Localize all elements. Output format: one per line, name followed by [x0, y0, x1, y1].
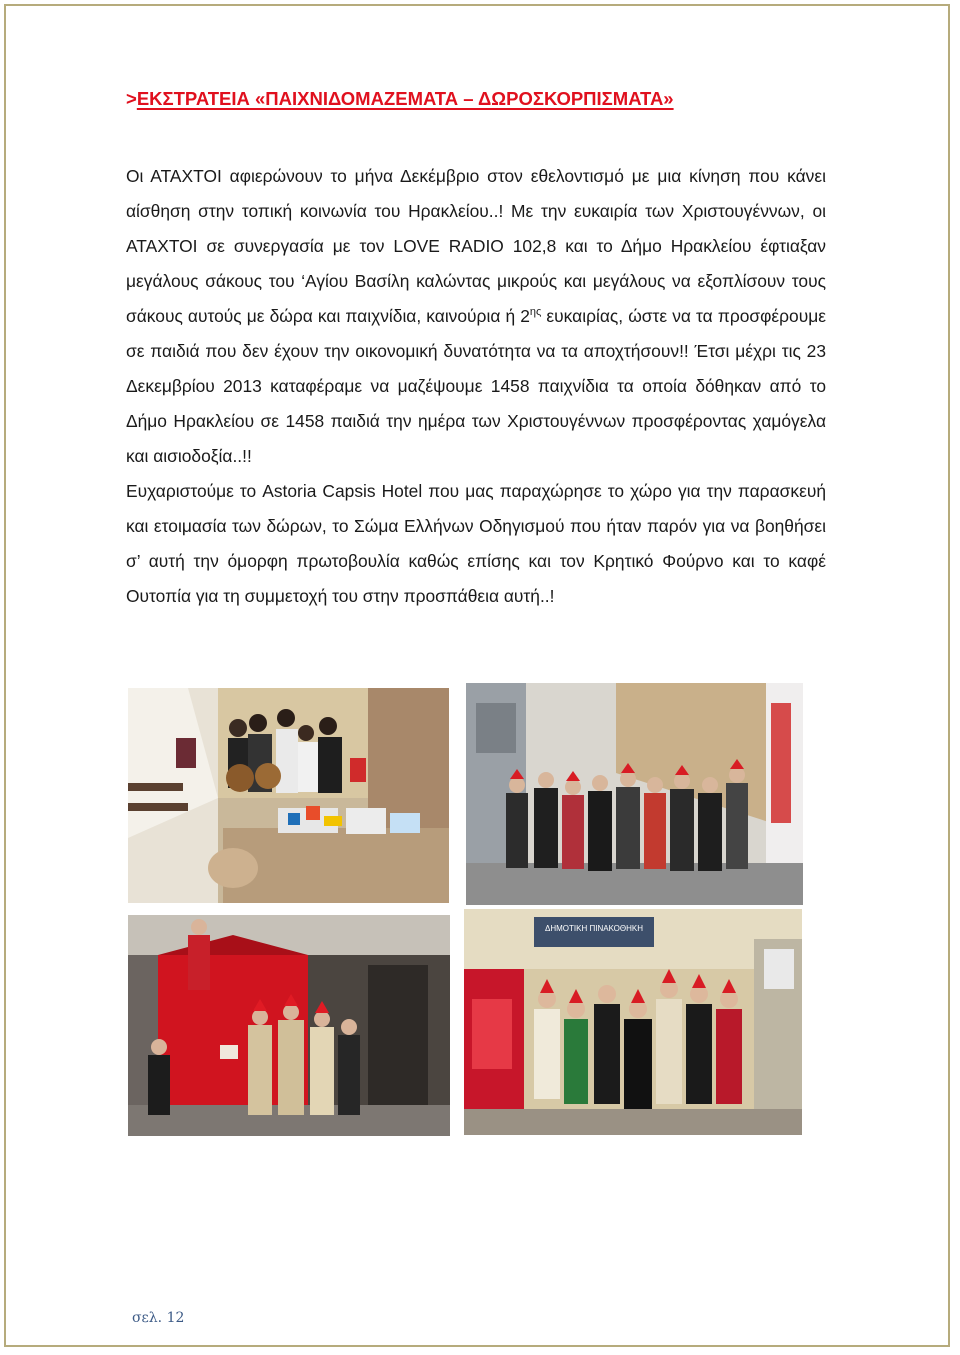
- photo-gallery-elves: [464, 909, 802, 1135]
- paragraph-1: [126, 159, 826, 474]
- paragraph-2: Ευχαριστούμε το Astoria Capsis Hotel που μας παραχώρησε το χώρο για την παρασκευή και ετοιμασία των δώρων, το Σώμα Ελλήνων Οδηγισμού που ήταν παρόν για να βοηθήσει σ’ αυτή την όμορφη πρωτοβουλία καθώς επίσης και τον Κρητικό Φούρνο και το καφέ Ουτοπία για τη συμμετοχή του στην προσπάθεια αυτή..!: [126, 481, 826, 606]
- article-heading: [126, 88, 674, 110]
- gallery-sign: ΔΗΜΟΤΙΚΗ ΠΙΝΑΚΟΘΗΚΗ: [545, 924, 643, 933]
- paragraph-1-part-2: ευκαιρίας, ώστε να τα προσφέρουμε σε παιδιά που δεν έχουν την οικονομική δυνατότητα να τα αποχτήσουν!! Έτσι μέχρι τις 23 Δεκεμβρίου 2013 καταφέραμε να μαζέψουμε 1458 παιχνίδια τα οποία δόθηκαν από το Δήμο Ηρακλείου σε 1458 παιδιά την ημέρα των Χριστουγέννων προσφέροντας χαμόγελα και αισιοδοξία..!!: [126, 306, 826, 466]
- ordinal-superscript: ης: [529, 306, 542, 319]
- heading-prefix: >: [126, 88, 137, 109]
- article-body: [126, 159, 826, 614]
- paragraph-1-part-1: Οι ΑΤΑΧΤΟΙ αφιερώνουν το μήνα Δεκέμβριο στον εθελοντισμό με μια κίνηση που κάνει αίσθηση στην τοπική κοινωνία του Ηρακλείου..! Με την ευκαιρία των Χριστουγέννων, οι ΑΤΑΧΤΟΙ σε συνεργασία με τον LOVE RADIO 102,8 και το Δήμο Ηρακλείου έφτιαξαν μεγάλους σάκους του ‘Αγίου Βασίλη καλώντας μικρούς και μεγάλους να εξοπλίσουν τους σάκους αυτούς με δώρα και παιχνίδια, καινούρια ή 2: [126, 166, 826, 326]
- heading-title: ΕΚΣΤΡΑΤΕΙΑ «ΠΑΙΧΝΙΔΟΜΑΖΕΜΑΤΑ – ΔΩΡΟΣΚΟΡΠΙΣΜΑΤΑ»: [136, 88, 674, 109]
- photo-red-tent: [128, 915, 450, 1136]
- page-number: σελ. 12: [132, 1310, 185, 1326]
- photo-hotel-toys: [128, 688, 449, 903]
- photo-group-outdoor: [466, 683, 803, 905]
